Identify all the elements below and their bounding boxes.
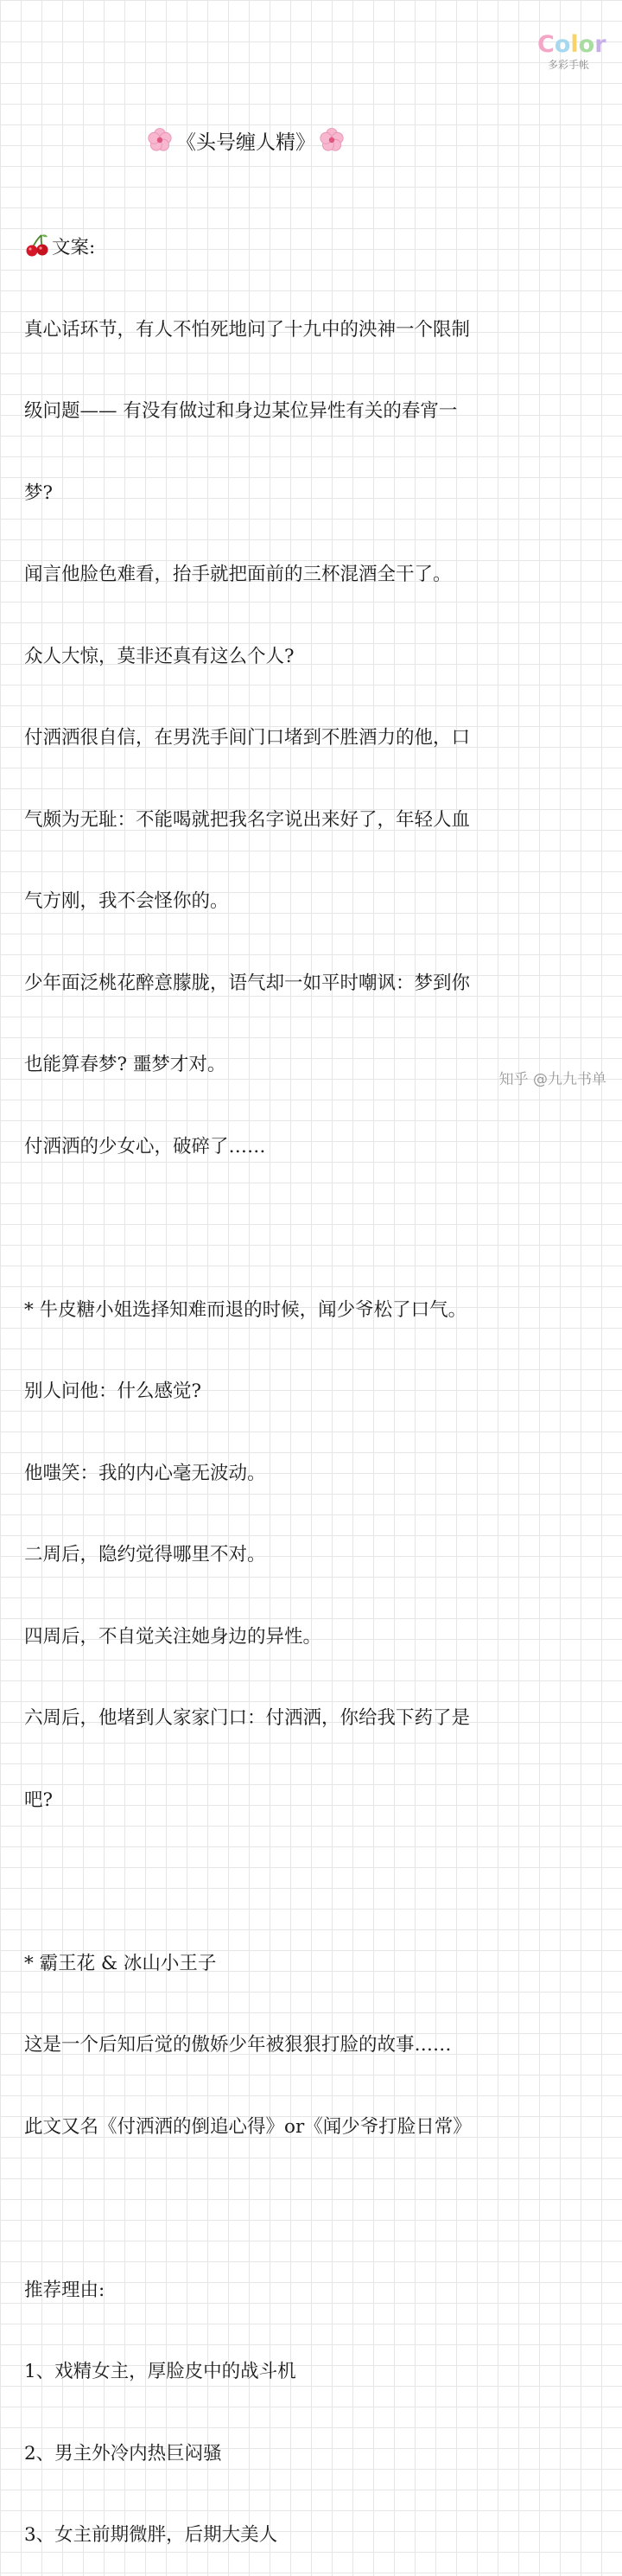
section2-line: 别人问他：什么感觉? [24,1380,202,1402]
section2-line: 六周后，他堵到人家家门口：付洒洒，你给我下药了是 [24,1707,471,1729]
logo-letter: o [554,31,571,58]
logo-letter: C [537,31,555,58]
section2-line: 吧? [24,1789,54,1811]
synopsis-line: 气方刚，我不会怪你的。 [24,890,229,912]
blank-line [24,1868,620,1896]
section3-line: 这是一个后知后觉的傲娇少年被狠狠打脸的故事…… [24,2034,452,2056]
section3-line: 此文又名《付洒洒的倒追心得》or《闻少爷打脸日常》 [24,2115,472,2138]
synopsis-line: 级问题—— 有没有做过和身边某位异性有关的春宵一 [24,400,458,422]
book-description [24,178,620,2576]
synopsis-line: 气颇为无耻：不能喝就把我名字说出来好了，年轻人血 [24,808,471,831]
section2-line: 二周后，隐约觉得哪里不对。 [24,1544,266,1565]
zhihu-watermark: 知乎 @九九书单 [498,1071,606,1088]
synopsis-line: 众人大惊，莫非还真有这么个人? [24,645,295,667]
book-title-text: 《头号缠人精》 [176,131,315,154]
section2-line: * 牛皮糖小姐选择知难而退的时候，闻少爷松了口气。 [24,1298,467,1321]
cherry-blossom-icon [319,127,345,153]
blank-line [24,2195,620,2222]
synopsis-line: 闻言他脸色难看，抬手就把面前的三杯混酒全干了。 [24,564,452,585]
synopsis-line: 也能算春梦? 噩梦才对。 [24,1054,226,1075]
logo-wordmark [537,31,606,58]
recommend-heading: 推荐理由: [24,2279,105,2301]
synopsis-heading-line [24,233,620,262]
logo-letter: l [570,31,579,58]
logo-letter: o [578,31,595,58]
logo-letter: r [594,31,606,58]
synopsis-line: 付洒洒的少女心，破碎了…… [24,1135,266,1157]
blank-line [24,1215,620,1242]
synopsis-line: 真心话环节，有人不怕死地问了十九中的泱神一个限制 [24,318,471,341]
synopsis-line: 梦? [24,481,54,504]
color-app-logo [537,31,606,71]
recommend-item: 1、戏精女主，厚脸皮中的战斗机 [24,2361,296,2382]
recommend-item: 3、女主前期微胖，后期大美人 [24,2524,278,2546]
cherry-blossom-icon [147,127,173,153]
synopsis-line: 少年面泛桃花醉意朦胧，语气却一如平时嘲讽：梦到你 [24,972,471,994]
synopsis-heading: 文案: [52,237,96,258]
synopsis-line: 付洒洒很自信，在男洗手间门口堵到不胜酒力的他，口 [24,727,471,749]
book-title [147,123,345,157]
recommend-item: 2、男主外冷内热巨闷骚 [24,2442,222,2464]
section2-line: 他嗤笑：我的内心毫无波动。 [24,1462,266,1484]
section3-line: * 霸王花 & 冰山小王子 [24,1952,217,1974]
cherry-icon [24,233,50,258]
section2-line: 四周后，不自觉关注她身边的异性。 [24,1625,322,1648]
logo-subtitle: 多彩手帐 [547,59,589,71]
